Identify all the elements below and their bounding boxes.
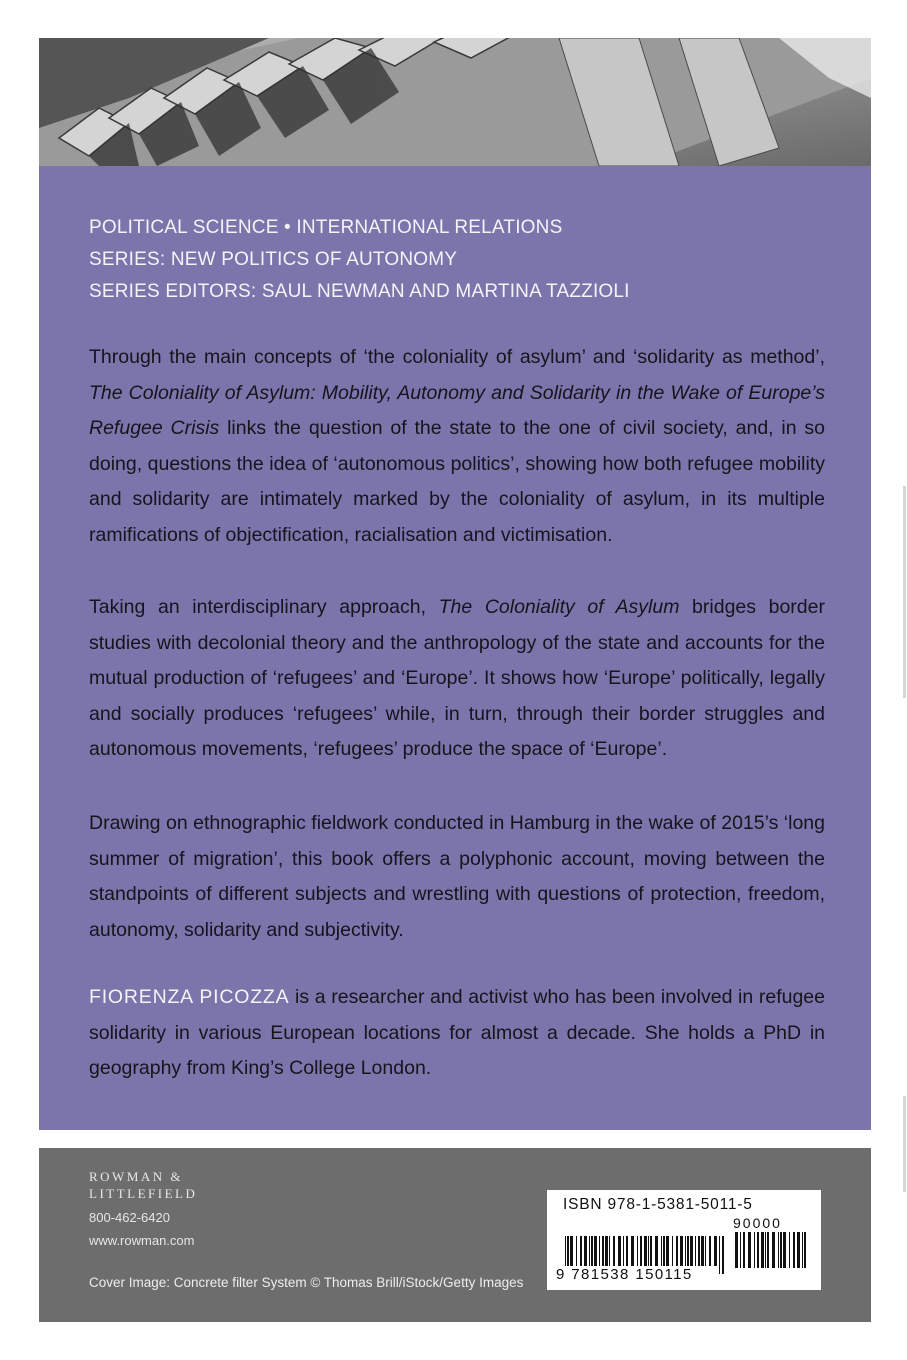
barcode-bar [626, 1236, 628, 1266]
blurb-paragraph-2 [89, 590, 825, 768]
cover-photo [39, 38, 871, 166]
barcode-bar [767, 1232, 769, 1268]
barcode-bar [701, 1236, 704, 1266]
barcode-bar [705, 1236, 706, 1266]
barcode-bar [783, 1232, 786, 1268]
barcode-bar [650, 1236, 652, 1266]
supplemental-barcode-bars-icon [735, 1232, 807, 1276]
barcode-bar [631, 1236, 634, 1266]
ean-digits: 9 781538 150115 [556, 1266, 693, 1283]
barcode-bar [623, 1236, 624, 1266]
cover-image-credit: Cover Image: Concrete filter System © Thomas Brill/iStock/Getty Images [89, 1275, 524, 1290]
barcode-bar [714, 1236, 717, 1266]
barcode-bar [740, 1232, 741, 1268]
barcode-bar [580, 1236, 582, 1266]
barcode-bar [576, 1236, 577, 1266]
description-panel [39, 166, 871, 1130]
barcode-bar [637, 1236, 638, 1266]
author-bio [89, 980, 825, 1087]
barcode-bar [804, 1232, 806, 1268]
blurb-paragraph-1 [89, 340, 825, 553]
barcode-bar [672, 1236, 673, 1266]
barcode-bar [680, 1236, 683, 1266]
category-editors: SERIES EDITORS: SAUL NEWMAN AND MARTINA TAZZIOLI [89, 281, 630, 302]
book-title-full: The Coloniality of Asylum: Mobility, Autonomy and Solidarity in the Wake of Europe’s Refugee Crisis [89, 381, 825, 439]
publisher-phone: 800-462-6420 [89, 1210, 170, 1225]
publisher-logo-line-2: LITTLEFIELD [89, 1186, 198, 1201]
publisher-logo-line-1: ROWMAN & [89, 1169, 184, 1184]
barcode-bar [735, 1232, 738, 1268]
barcode-bar [748, 1232, 751, 1268]
barcode-bar [719, 1236, 720, 1274]
barcode-bar [690, 1236, 693, 1266]
barcode-bar [765, 1232, 766, 1268]
barcode-bar [761, 1232, 764, 1268]
barcode-bar [589, 1236, 590, 1266]
blurb-p1-end: links the question of the state to the one of civil society, and, in so doing, questions the idea of ‘autonomous politics’, showing how both refugee mobility and solidarity are intimately marked by the coloniality of asylum, in its multiple ramifications of objectification, racialisation and victimisation. [89, 417, 825, 546]
page-edge-mark [903, 486, 906, 698]
category-subject: POLITICAL SCIENCE • INTERNATIONAL RELATIONS [89, 217, 563, 238]
barcode-bar [618, 1236, 621, 1266]
author-name: FIORENZA PICOZZA [89, 986, 290, 1008]
barcode-bar [754, 1232, 755, 1268]
barcode-bar [605, 1236, 608, 1266]
barcode-bar [661, 1236, 662, 1266]
barcode-bar [591, 1236, 593, 1266]
barcode-bar [709, 1236, 711, 1266]
barcode-bar [613, 1236, 615, 1266]
publisher-website: www.rowman.com [89, 1233, 195, 1248]
barcode-bar [640, 1236, 642, 1266]
barcode-bar [780, 1232, 782, 1268]
barcode-bar [602, 1236, 604, 1266]
barcode-bar [687, 1236, 689, 1266]
blurb-p2-end: bridges border studies with decolonial theory and the anthropology of the state and accounts for the mutual production of ‘refugees’ and ‘Europe’. It shows how ‘Europe’ politically, legally and socially produces ‘refugees’ while, in turn, through their border struggles and autonomous movements, ‘refugees’ produce the space of ‘Europe’. [89, 596, 825, 760]
category-series: SERIES: NEW POLITICS OF AUTONOMY [89, 249, 458, 270]
price-code: 90000 [733, 1215, 782, 1231]
barcode-bar [676, 1236, 678, 1266]
barcode-bar [772, 1232, 775, 1268]
publisher-logo [89, 1168, 197, 1202]
blurb-p1-start: Through the main concepts of ‘the coloniality of asylum’ and ‘solidarity as method’, [89, 346, 825, 368]
book-title-short: The Coloniality of Asylum [438, 596, 680, 618]
barcode-bar [698, 1236, 700, 1266]
barcode-bar [793, 1232, 795, 1268]
barcode-bar [685, 1236, 686, 1266]
barcode [547, 1190, 821, 1290]
barcode-bar [778, 1232, 779, 1268]
barcode-bar [797, 1232, 800, 1268]
footer-panel [39, 1148, 871, 1322]
barcode-bar [584, 1236, 587, 1266]
author-bio-text: is a researcher and activist who has been involved in refugee solidarity in various European locations for almost a decade. She holds a PhD in geography from King’s College London. [89, 986, 825, 1079]
barcode-bar [599, 1236, 600, 1266]
blurb-paragraph-3: Drawing on ethnographic fieldwork conducted in Hamburg in the wake of 2015’s ‘long summer of migration’, this book offers a polyphonic account, moving between the standpoints of different subjects and wrestling with questions of protection, freedom, autonomy, solidarity and subjectivity. [89, 812, 825, 941]
barcode-bar [789, 1232, 790, 1268]
barcode-bar [594, 1236, 597, 1266]
barcode-bar [743, 1232, 745, 1268]
isbn-number: ISBN 978-1-5381-5011-5 [563, 1196, 753, 1213]
blurb-p2-start: Taking an interdisciplinary approach, [89, 596, 439, 618]
barcode-bar [722, 1236, 724, 1274]
barcode-bar [802, 1232, 803, 1268]
barcode-bar [663, 1236, 665, 1266]
barcode-bar [757, 1232, 759, 1268]
concrete-blocks-photo-icon [39, 38, 871, 166]
barcode-bar [655, 1236, 658, 1266]
category-list [89, 212, 630, 308]
barcode-bar [695, 1236, 696, 1266]
barcode-bar [666, 1236, 669, 1266]
barcode-bar [609, 1236, 610, 1266]
page-edge-mark [903, 1096, 906, 1192]
